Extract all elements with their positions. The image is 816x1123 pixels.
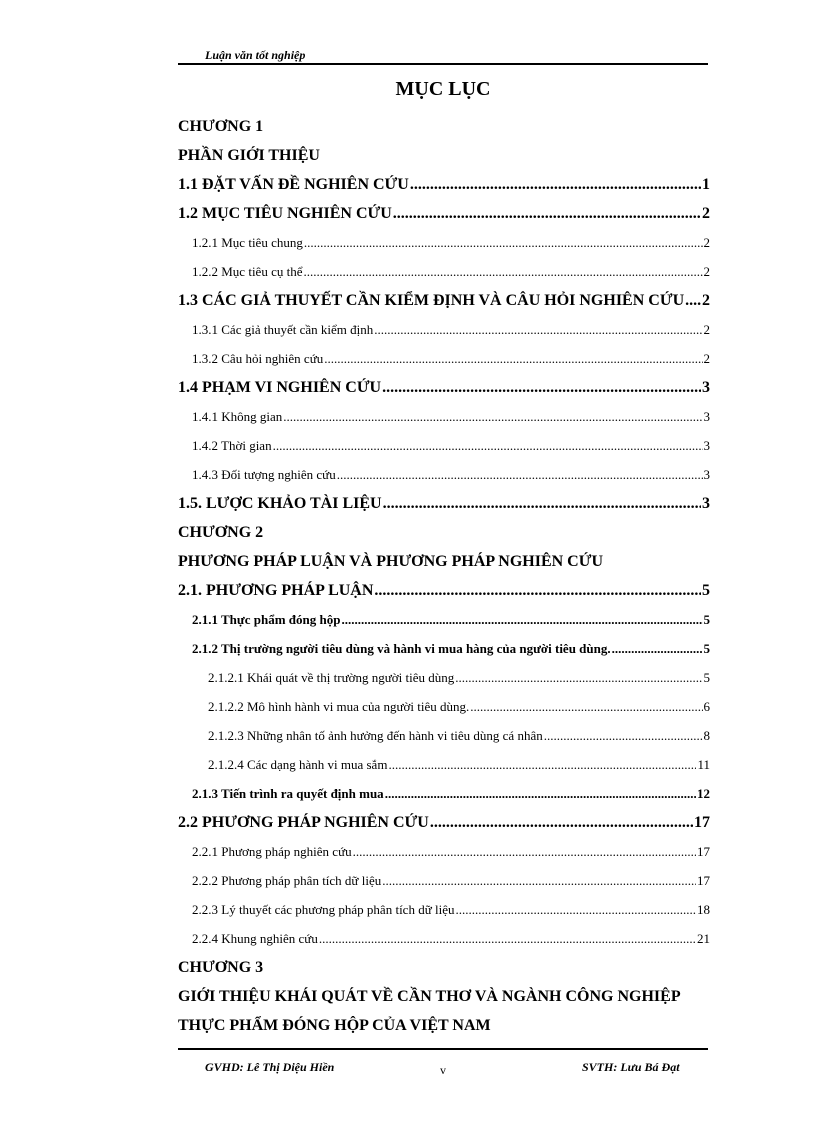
toc-leader-dots: [612, 634, 703, 663]
toc-page-number: 3: [702, 495, 710, 512]
toc-chapter-heading: [178, 547, 710, 576]
toc-chapter-heading: [178, 982, 710, 1011]
toc-entry[interactable]: [178, 373, 710, 402]
toc-page-number: 3: [703, 409, 710, 424]
toc-page-number: 3: [702, 379, 710, 396]
toc-page-number: 2: [702, 205, 710, 222]
toc-entry[interactable]: [178, 779, 710, 808]
toc-entry[interactable]: [178, 721, 710, 750]
toc-entry-title: 1.4.3 Đối tượng nghiên cứu: [192, 467, 336, 482]
footer-student: SVTH: Lưu Bá Đạt: [582, 1060, 680, 1074]
toc-leader-dots: [374, 315, 702, 344]
toc-leader-dots: [273, 431, 703, 460]
toc-leader-dots: [385, 779, 696, 808]
toc-entry-title: 2.1.1 Thực phẩm đóng hộp: [192, 612, 341, 627]
toc-leader-dots: [304, 228, 703, 257]
table-of-contents: [178, 112, 710, 1040]
toc-leader-dots: [283, 402, 702, 431]
toc-page-number: 18: [697, 902, 710, 917]
toc-entry[interactable]: [178, 576, 710, 605]
toc-page-number: 2: [703, 322, 710, 337]
toc-entry-title: CHƯƠNG 2: [178, 524, 264, 541]
toc-entry[interactable]: [178, 286, 710, 315]
toc-entry-title: 2.2.3 Lý thuyết các phương pháp phân tích dữ liệu: [192, 902, 455, 917]
toc-entry[interactable]: [178, 895, 710, 924]
toc-page-number: 6: [703, 699, 710, 714]
toc-entry-title: PHẦN GIỚI THIỆU: [178, 147, 320, 164]
toc-chapter-heading: [178, 518, 710, 547]
toc-entry-title: 1.5. LƯỢC KHẢO TÀI LIỆU: [178, 495, 382, 512]
toc-entry[interactable]: [178, 228, 710, 257]
toc-entry-title: GIỚI THIỆU KHÁI QUÁT VỀ CẦN THƠ VÀ NGÀNH CÔNG NGHIỆP: [178, 988, 681, 1005]
toc-entry-title: 2.2.4 Khung nghiên cứu: [192, 931, 318, 946]
toc-page-number: 5: [703, 641, 710, 656]
toc-entry[interactable]: [178, 663, 710, 692]
toc-entry-title: PHƯƠNG PHÁP LUẬN VÀ PHƯƠNG PHÁP NGHIÊN CỨU: [178, 553, 604, 570]
toc-entry-title: 1.3 CÁC GIẢ THUYẾT CẦN KIỂM ĐỊNH VÀ CÂU HỎI NGHIÊN CỨU: [178, 292, 685, 309]
toc-page-number: 21: [697, 931, 710, 946]
toc-entry[interactable]: [178, 199, 710, 228]
toc-entry-title: 2.1. PHƯƠNG PHÁP LUẬN: [178, 582, 374, 599]
toc-entry-title: 2.1.2.2 Mô hình hành vi mua của người tiêu dùng.: [208, 699, 470, 714]
toc-entry[interactable]: [178, 634, 710, 663]
toc-entry[interactable]: [178, 431, 710, 460]
toc-leader-dots: [410, 170, 701, 199]
toc-leader-dots: [382, 373, 701, 402]
toc-leader-dots: [319, 924, 696, 953]
toc-entry[interactable]: [178, 924, 710, 953]
toc-chapter-heading: [178, 953, 710, 982]
toc-page-number: 2: [703, 264, 710, 279]
toc-page-number: 11: [697, 757, 710, 772]
toc-entry[interactable]: [178, 460, 710, 489]
toc-entry-title: THỰC PHẨM ĐÓNG HỘP CỦA VIỆT NAM: [178, 1017, 491, 1034]
toc-entry[interactable]: [178, 808, 710, 837]
toc-leader-dots: [456, 895, 697, 924]
toc-leader-dots: [337, 460, 703, 489]
toc-entry-title: 2.1.2.3 Những nhân tố ảnh hưởng đến hành vi tiêu dùng cá nhân: [208, 728, 543, 743]
toc-entry-title: 1.4 PHẠM VI NGHIÊN CỨU: [178, 379, 382, 396]
footer-page-number: v: [440, 1063, 446, 1077]
toc-entry-title: 2.1.2.1 Khái quát về thị trường người tiêu dùng: [208, 670, 455, 685]
toc-chapter-heading: [178, 112, 710, 141]
toc-page-number: 2: [703, 235, 710, 250]
toc-page-number: 17: [697, 844, 710, 859]
toc-page-number: 17: [697, 873, 710, 888]
toc-entry-title: 2.1.2.4 Các dạng hành vi mua sắm: [208, 757, 388, 772]
toc-entry-title: 1.2.1 Mục tiêu chung: [192, 235, 303, 250]
toc-entry[interactable]: [178, 257, 710, 286]
toc-entry-title: 1.3.1 Các giả thuyết cần kiểm định: [192, 322, 374, 337]
toc-entry[interactable]: [178, 866, 710, 895]
toc-entry-title: 1.2 MỤC TIÊU NGHIÊN CỨU: [178, 205, 392, 222]
toc-leader-dots: [544, 721, 703, 750]
toc-page-number: 1: [702, 176, 710, 193]
toc-page-number: 17: [694, 814, 710, 831]
toc-chapter-heading: [178, 141, 710, 170]
toc-entry[interactable]: [178, 750, 710, 779]
toc-leader-dots: [341, 605, 702, 634]
toc-entry-title: 1.1 ĐẶT VẤN ĐỀ NGHIÊN CỨU: [178, 176, 409, 193]
page-title: MỤC LỤC: [395, 78, 491, 100]
toc-page-number: 3: [703, 438, 710, 453]
toc-chapter-heading: [178, 1011, 710, 1040]
toc-leader-dots: [353, 837, 696, 866]
toc-leader-dots: [393, 199, 701, 228]
toc-leader-dots: [383, 489, 701, 518]
toc-page-number: 12: [697, 786, 710, 801]
toc-entry-title: 2.2.2 Phương pháp phân tích dữ liệu: [192, 873, 382, 888]
toc-entry-title: 2.1.3 Tiến trình ra quyết định mua: [192, 786, 384, 801]
toc-leader-dots: [685, 286, 701, 315]
toc-entry-title: 1.2.2 Mục tiêu cụ thể: [192, 264, 303, 279]
toc-entry-title: 1.3.2 Câu hỏi nghiên cứu: [192, 351, 324, 366]
toc-entry[interactable]: [178, 344, 710, 373]
toc-leader-dots: [430, 808, 693, 837]
footer-supervisor: GVHD: Lê Thị Diệu Hiền: [205, 1060, 335, 1074]
toc-page-number: 5: [702, 582, 710, 599]
toc-page-number: 2: [702, 292, 710, 309]
toc-entry[interactable]: [178, 605, 710, 634]
footer-rule: [178, 1048, 708, 1050]
toc-page-number: 5: [703, 670, 710, 685]
header-rule: [178, 63, 708, 65]
toc-entry-title: 2.2.1 Phương pháp nghiên cứu: [192, 844, 352, 859]
toc-leader-dots: [470, 692, 702, 721]
toc-entry[interactable]: [178, 170, 710, 199]
toc-entry-title: CHƯƠNG 1: [178, 118, 264, 135]
toc-entry[interactable]: [178, 402, 710, 431]
toc-entry-title: 2.2 PHƯƠNG PHÁP NGHIÊN CỨU: [178, 814, 429, 831]
toc-entry[interactable]: [178, 837, 710, 866]
running-header: Luận văn tốt nghiệp: [205, 48, 306, 62]
toc-entry[interactable]: [178, 692, 710, 721]
toc-leader-dots: [388, 750, 696, 779]
toc-leader-dots: [324, 344, 702, 373]
toc-page-number: 2: [703, 351, 710, 366]
toc-leader-dots: [382, 866, 696, 895]
toc-page-number: 5: [703, 612, 710, 627]
toc-leader-dots: [303, 257, 702, 286]
toc-entry-title: CHƯƠNG 3: [178, 959, 264, 976]
toc-entry-title: 1.4.2 Thời gian: [192, 438, 272, 453]
toc-leader-dots: [374, 576, 701, 605]
toc-entry[interactable]: [178, 315, 710, 344]
toc-entry-title: 2.1.2 Thị trường người tiêu dùng và hành vi mua hàng của người tiêu dùng.: [192, 641, 611, 656]
toc-entry[interactable]: [178, 489, 710, 518]
toc-leader-dots: [455, 663, 702, 692]
toc-entry-title: 1.4.1 Không gian: [192, 409, 283, 424]
toc-page-number: 8: [703, 728, 710, 743]
toc-page-number: 3: [703, 467, 710, 482]
